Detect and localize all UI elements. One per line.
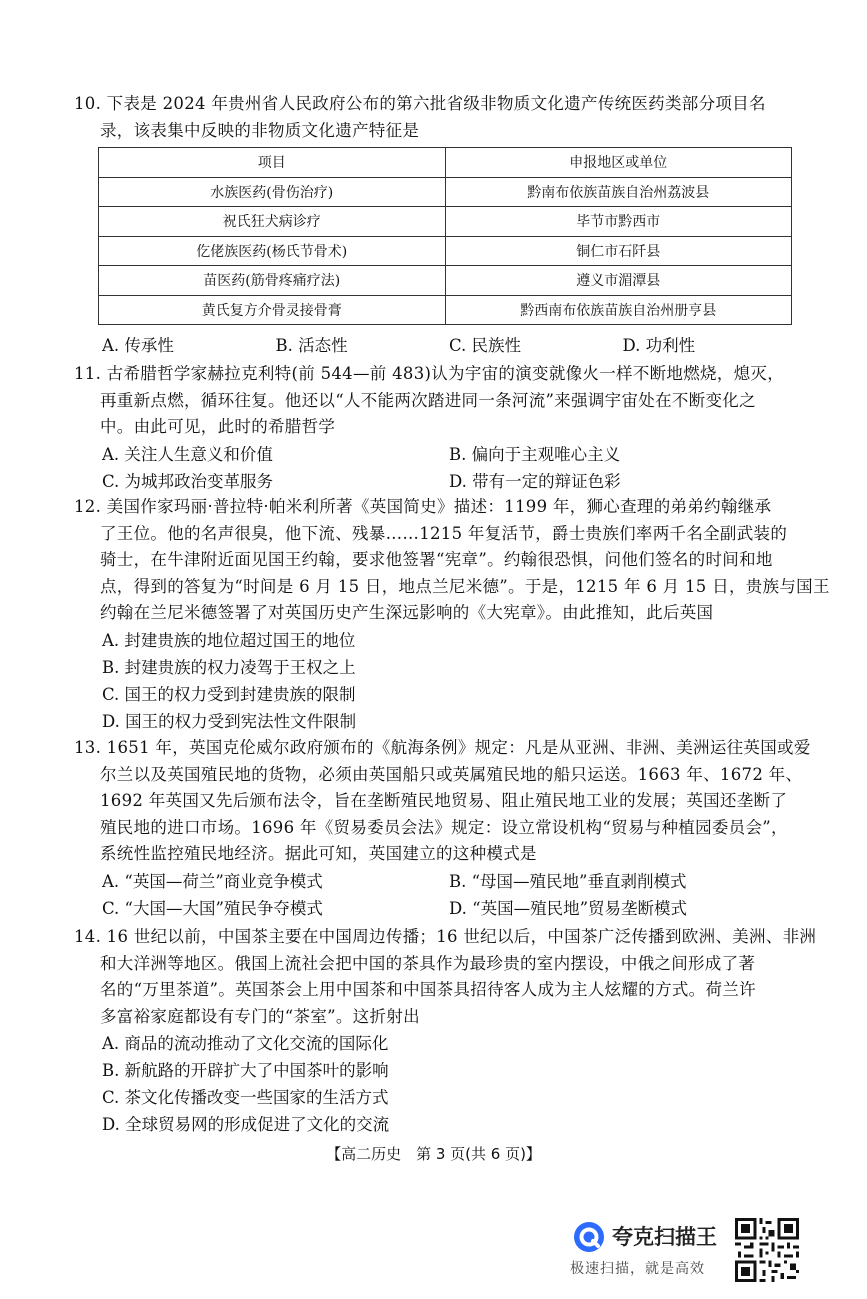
option-a[interactable]: A. 商品的流动推动了文化交流的国际化 xyxy=(102,1034,389,1053)
table-cell: 苗医药(筋骨疼痛疗法) xyxy=(99,266,446,296)
question-10-stem-line: 录，该表集中反映的非物质文化遗产特征是 xyxy=(100,120,420,140)
option-a[interactable]: A. 传承性 xyxy=(102,336,174,355)
question-13-stem-line: 系统性监控殖民地经济。据此可知，英国建立的这种模式是 xyxy=(100,844,537,863)
question-13-stem-line: 13. 1651 年，英国克伦威尔政府颁布的《航海条例》规定：凡是从亚洲、非洲、美洲运往英国或爱 xyxy=(74,738,811,757)
question-11-stem-line: 中。由此可见，此时的希腊哲学 xyxy=(100,417,336,436)
question-12 xyxy=(74,494,830,735)
question-13-stem-line: 尔兰以及英国殖民地的货物，必须由英国船只或英属殖民地的船只运送。1663 年、1672 年、 xyxy=(100,764,803,784)
option-c[interactable]: C. “大国—大国”殖民争夺模式 xyxy=(102,898,323,918)
question-12-stem-line: 骑士，在牛津附近面见国王约翰，要求他签署“宪章”。约翰很恐惧，问他们签名的时间和地 xyxy=(100,550,773,569)
table-row xyxy=(99,207,792,237)
option-d[interactable]: D. 国王的权力受到宪法性文件限制 xyxy=(102,711,357,731)
option-a[interactable]: A. 关注人生意义和价值 xyxy=(102,444,273,464)
question-10 xyxy=(74,91,796,144)
question-12-stem-line: 12. 美国作家玛丽·普拉特·帕米利所著《英国简史》描述：1199 年，狮心查理的弟弟约翰继承 xyxy=(74,497,772,516)
option-d[interactable]: D. 全球贸易网的形成促进了文化的交流 xyxy=(102,1115,390,1134)
quark-logo-icon xyxy=(572,1220,606,1254)
question-12-stem-line: 点，得到的答复为“时间是 6 月 15 日，地点兰尼米德”。于是，1215 年 6 月 15 日，贵族与国王 xyxy=(100,576,830,596)
table-cell: 铜仁市石阡县 xyxy=(445,236,792,266)
option-c[interactable]: C. 为城邦政治变革服务 xyxy=(102,471,274,491)
table-cell: 遵义市湄潭县 xyxy=(445,266,792,296)
table-row xyxy=(99,266,792,296)
question-13 xyxy=(74,735,811,922)
option-c[interactable]: C. 茶文化传播改变一些国家的生活方式 xyxy=(102,1088,389,1107)
question-13-stem-line: 1692 年英国又先后颁布法令，旨在垄断殖民地贸易、阻止殖民地工业的发展；英国还垄断了 xyxy=(100,791,788,810)
option-d[interactable]: D. 功利性 xyxy=(622,336,696,355)
table-cell: 祝氏狂犬病诊疗 xyxy=(99,207,446,237)
option-b[interactable]: B. 新航路的开辟扩大了中国茶叶的影响 xyxy=(102,1061,389,1080)
option-d[interactable]: D. “英国—殖民地”贸易垄断模式 xyxy=(449,898,688,918)
qr-code-icon xyxy=(735,1218,799,1282)
table-cell: 黔西南布依族苗族自治州册亨县 xyxy=(445,295,792,325)
brand-name: 夸克扫描王 xyxy=(612,1225,717,1249)
question-14-stem-line: 14. 16 世纪以前，中国茶主要在中国周边传播；16 世纪以后，中国茶广泛传播到欧洲、美洲、非洲 xyxy=(74,927,817,946)
scanner-watermark xyxy=(568,1216,738,1280)
question-14-stem-line: 和大洋洲等地区。俄国上流社会把中国的茶具作为最珍贵的室内摆设，中俄之间形成了著 xyxy=(100,953,756,973)
option-b[interactable]: B. 偏向于主观唯心主义 xyxy=(449,444,621,464)
table-row xyxy=(99,177,792,207)
question-14 xyxy=(74,924,817,1138)
option-b[interactable]: B. “母国—殖民地”垂直剥削模式 xyxy=(449,871,687,891)
table-cell: 水族医药(骨伤治疗) xyxy=(99,177,446,207)
question-14-stem-line: 名的“万里茶道”。英国茶会上用中国茶和中国茶具招待客人成为主人炫耀的方式。荷兰许 xyxy=(100,980,756,999)
table-cell: 毕节市黔西市 xyxy=(445,207,792,237)
question-12-stem-line: 约翰在兰尼米德签署了对英国历史产生深远影响的《大宪章》。由此推知，此后英国 xyxy=(100,603,714,622)
question-10-options xyxy=(74,333,796,359)
table-row xyxy=(99,236,792,266)
option-b[interactable]: B. 活态性 xyxy=(275,336,348,355)
table-cell: 黄氏复方介骨灵接骨膏 xyxy=(99,295,446,325)
option-a[interactable]: A. “英国—荷兰”商业竞争模式 xyxy=(102,871,323,891)
question-11 xyxy=(74,361,796,495)
option-c[interactable]: C. 民族性 xyxy=(449,336,522,355)
heritage-table xyxy=(98,147,792,325)
table-row xyxy=(99,295,792,325)
question-11-stem-line: 11. 古希腊哲学家赫拉克利特(前 544—前 483)认为宇宙的演变就像火一样不断地燃烧，熄灭， xyxy=(74,364,785,383)
question-13-stem-line: 殖民地的进口市场。1696 年《贸易委员会法》规定：设立常设机构“贸易与种植园委员会”， xyxy=(100,817,788,837)
table-header-cell: 项目 xyxy=(99,148,446,178)
question-11-stem-line: 再重新点燃，循环往复。他还以“人不能两次踏进同一条河流”来强调宇宙处在不断变化之 xyxy=(100,390,756,410)
option-d[interactable]: D. 带有一定的辩证色彩 xyxy=(449,471,621,491)
table-header-cell: 申报地区或单位 xyxy=(445,148,792,178)
option-c[interactable]: C. 国王的权力受到封建贵族的限制 xyxy=(102,684,356,704)
option-b[interactable]: B. 封建贵族的权力凌驾于王权之上 xyxy=(102,657,356,677)
table-header-row xyxy=(99,148,792,178)
table-cell: 仡佬族医药(杨氏节骨术) xyxy=(99,236,446,266)
question-12-stem-line: 了王位。他的名声很臭，他下流、残暴……1215 年复活节，爵士贵族们率两千名全副武装的 xyxy=(100,523,788,543)
option-a[interactable]: A. 封建贵族的地位超过国王的地位 xyxy=(102,630,356,650)
brand-slogan: 极速扫描，就是高效 xyxy=(570,1261,705,1277)
question-10-stem-line: 10. 下表是 2024 年贵州省人民政府公布的第六批省级非物质文化遗产传统医药类部分项目名 xyxy=(74,94,766,113)
table-cell: 黔南布依族苗族自治州荔波县 xyxy=(445,177,792,207)
question-14-stem-line: 多富裕家庭都设有专门的“茶室”。这折射出 xyxy=(100,1006,420,1026)
page-footer: 【高二历史 第 3 页(共 6 页)】 xyxy=(326,1145,541,1163)
